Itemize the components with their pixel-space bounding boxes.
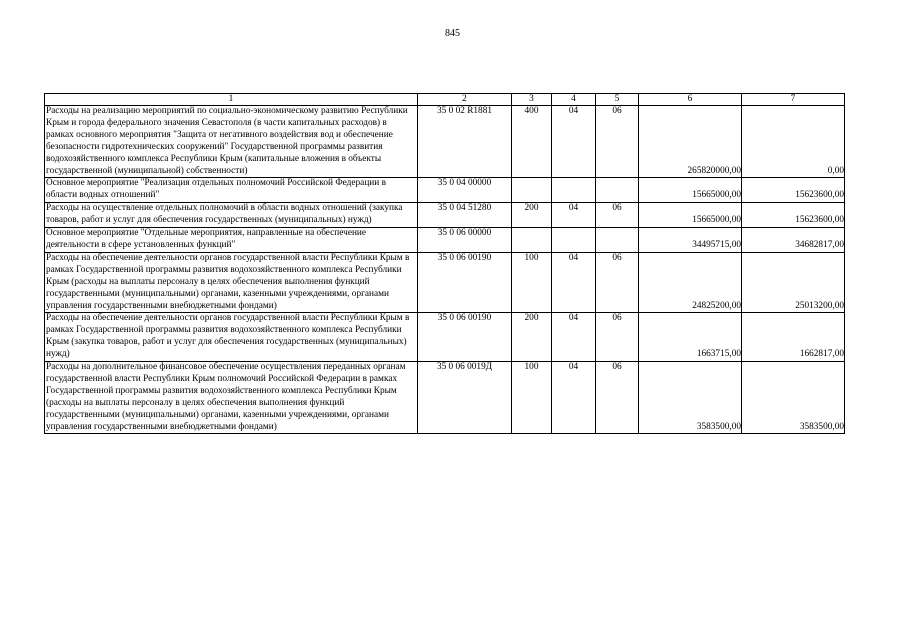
table-row [45, 106, 845, 178]
target-code-cell: 35 0 06 00000 [418, 228, 512, 253]
table-row [45, 252, 845, 313]
subsection-cell: 06 [596, 362, 639, 434]
amount-cell: 3583500,00 [742, 362, 845, 434]
target-code-cell: 35 0 06 00190 [418, 313, 512, 362]
amount-cell: 1663715,00 [639, 313, 742, 362]
amount-cell: 15623600,00 [742, 203, 845, 228]
target-code-cell: 35 0 06 00190 [418, 252, 512, 313]
expense-type-cell: 100 [512, 252, 552, 313]
expense-type-cell [512, 178, 552, 203]
amount-cell: 1662817,00 [742, 313, 845, 362]
section-cell: 04 [552, 106, 596, 178]
amount-cell: 34495715,00 [639, 228, 742, 253]
section-cell: 04 [552, 252, 596, 313]
subsection-cell [596, 178, 639, 203]
expense-name-cell: Расходы на осуществление отдельных полномочий в области водных отношений (закупка товаров, работ и услуг для обеспечения государственных (муниципальных) нужд) [45, 203, 418, 228]
section-cell: 04 [552, 203, 596, 228]
page-number: 845 [445, 28, 460, 39]
expense-name-cell: Расходы на обеспечение деятельности органов государственной власти Республики Крым в рамках Государственной программы развития водохозяйственного комплекса Республики Крым (закупка товаров, работ и услуг для обеспечения государственных (муниципальных) нужд) [45, 313, 418, 362]
column-header: 7 [742, 94, 845, 106]
subsection-cell: 06 [596, 203, 639, 228]
subsection-cell: 06 [596, 252, 639, 313]
target-code-cell: 35 0 04 00000 [418, 178, 512, 203]
table-row [45, 203, 845, 228]
target-code-cell: 35 0 02 R1881 [418, 106, 512, 178]
expense-type-cell: 200 [512, 203, 552, 228]
column-header: 3 [512, 94, 552, 106]
target-code-cell: 35 0 04 51280 [418, 203, 512, 228]
amount-cell: 34682817,00 [742, 228, 845, 253]
expense-type-cell: 400 [512, 106, 552, 178]
table-row [45, 178, 845, 203]
expense-name-cell: Основное мероприятие "Реализация отдельных полномочий Российской Федерации в области водных отношений" [45, 178, 418, 203]
amount-cell: 15665000,00 [639, 178, 742, 203]
target-code-cell: 35 0 06 0019Д [418, 362, 512, 434]
section-cell [552, 178, 596, 203]
subsection-cell: 06 [596, 106, 639, 178]
amount-cell: 15623600,00 [742, 178, 845, 203]
subsection-cell: 06 [596, 313, 639, 362]
amount-cell: 25013200,00 [742, 252, 845, 313]
table-row [45, 228, 845, 253]
budget-table [44, 93, 845, 434]
column-header: 2 [418, 94, 512, 106]
section-cell [552, 228, 596, 253]
amount-cell: 0,00 [742, 106, 845, 178]
expense-name-cell: Основное мероприятие "Отдельные мероприятия, направленные на обеспечение деятельности в сфере установленных функций" [45, 228, 418, 253]
amount-cell: 265820000,00 [639, 106, 742, 178]
table-row [45, 313, 845, 362]
expense-name-cell: Расходы на обеспечение деятельности органов государственной власти Республики Крым в рамках Государственной программы развития водохозяйственного комплекса Республики Крым (расходы на выплаты персоналу в целях обеспечения выполнения функций государственными (муниципальными) органами, казенными учреждениями, органами управления государственными внебюджетными фондами) [45, 252, 418, 313]
expense-name-cell: Расходы на реализацию мероприятий по социально-экономическому развитию Республики Крым и города федерального значения Севастополя (в части капитальных расходов) в рамках основного мероприятия "Защита от негативного воздействия вод и обеспечение безопасности гидротехнических сооружений" Государственной программы развития водохозяйственного комплекса Республики Крым (капитальные вложения в объекты государственной (муниципальной) собственности) [45, 106, 418, 178]
expense-type-cell [512, 228, 552, 253]
subsection-cell [596, 228, 639, 253]
amount-cell: 3583500,00 [639, 362, 742, 434]
amount-cell: 15665000,00 [639, 203, 742, 228]
amount-cell: 24825200,00 [639, 252, 742, 313]
expense-type-cell: 100 [512, 362, 552, 434]
table-header-row [45, 94, 845, 106]
section-cell: 04 [552, 362, 596, 434]
expense-type-cell: 200 [512, 313, 552, 362]
column-header: 1 [45, 94, 418, 106]
table-row [45, 362, 845, 434]
column-header: 6 [639, 94, 742, 106]
column-header: 5 [596, 94, 639, 106]
expense-name-cell: Расходы на дополнительное финансовое обеспечение осуществления переданных органам государственной власти Республики Крым полномочий Российской Федерации в рамках Государственной программы развития водохозяйственного комплекса Республики Крым (расходы на выплаты персоналу в целях обеспечения выполнения функций государственными (муниципальными) органами, казенными учреждениями, органами управления государственными внебюджетными фондами) [45, 362, 418, 434]
section-cell: 04 [552, 313, 596, 362]
column-header: 4 [552, 94, 596, 106]
